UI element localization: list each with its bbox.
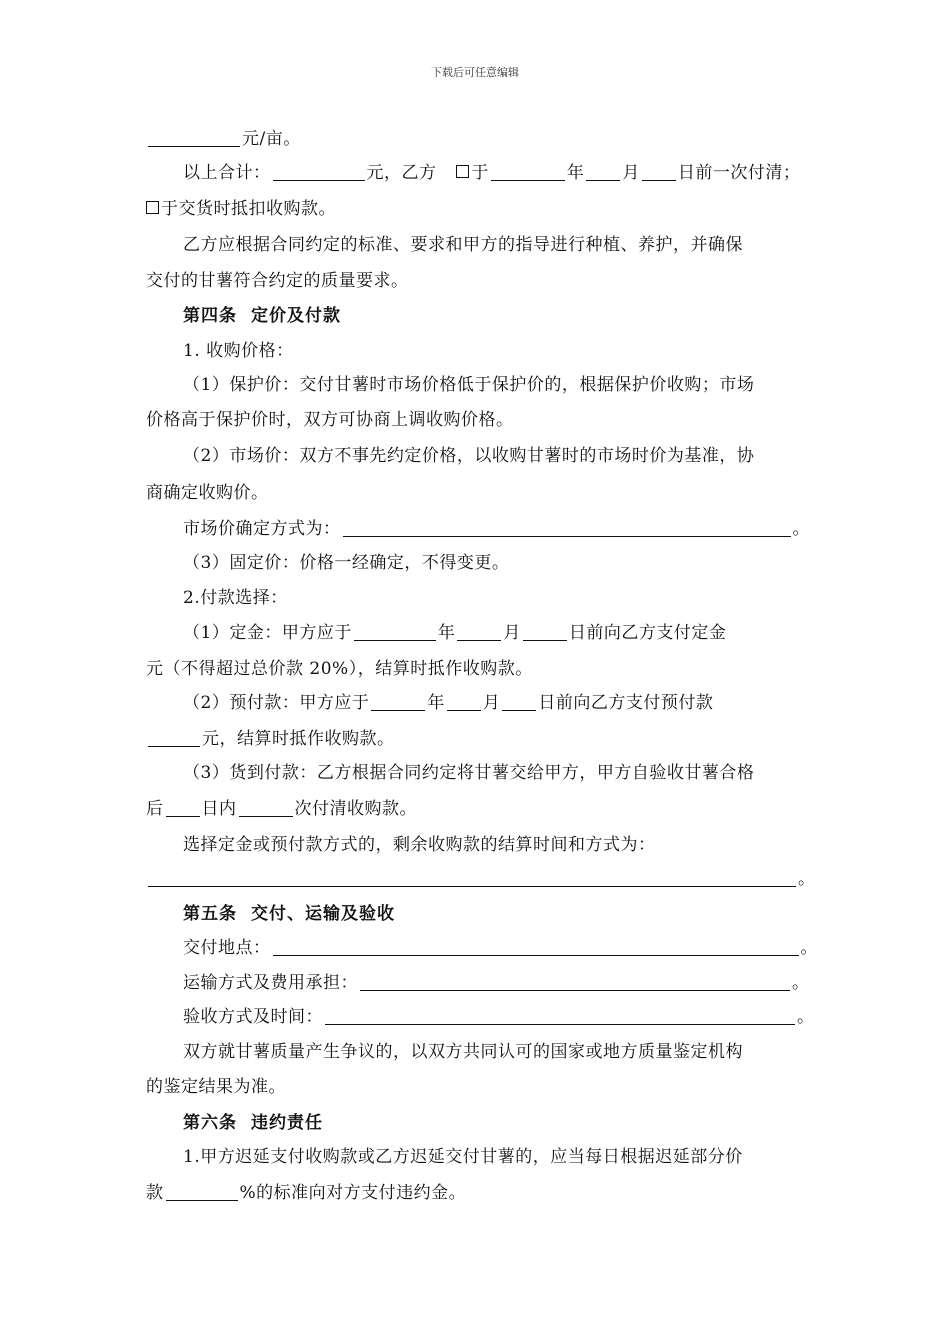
paragraph-line: 1.甲方迟延支付收购款或乙方迟延交付甘薯的，应当每日根据迟延部分价 [183,1147,743,1167]
page-header: 下载后可任意编辑 [431,66,519,79]
blank-field[interactable] [457,623,501,641]
section-heading: 第五条 交付、运输及验收 [183,904,395,924]
paragraph-line: （2）市场价：双方不事先约定价格，以收购甘薯时的市场时价为基准，协 [183,446,755,466]
blank-field[interactable] [148,869,796,887]
paragraph-line: （3）固定价：价格一经确定，不得变更。 [183,553,510,573]
blank-field[interactable] [642,163,676,181]
line-price-per-mu: 元/亩。 [146,128,301,150]
paragraph-line: 选择定金或预付款方式的，剩余收购款的结算时间和方式为： [183,835,656,855]
blank-field[interactable] [502,693,536,711]
paragraph-line: 的鉴定结果为准。 [146,1077,286,1097]
line-inspection: 验收方式及时间： 。 [183,1007,815,1027]
blank-field[interactable] [343,519,791,537]
blank-field[interactable] [586,163,620,181]
paragraph-line: 商确定收购价。 [146,483,269,503]
blank-field[interactable] [371,693,425,711]
blank-field[interactable] [273,163,365,181]
paragraph-line: 双方就甘薯质量产生争议的，以双方共同认可的国家或地方质量鉴定机构 [183,1042,743,1062]
paragraph-line: 乙方应根据合同约定的标准、要求和甲方的指导进行种植、养护，并确保 [183,235,743,255]
blank-field[interactable] [239,799,293,817]
blank-field[interactable] [148,729,200,747]
blank-field[interactable] [354,623,436,641]
blank-field[interactable] [166,799,200,817]
blank-field[interactable] [523,623,567,641]
blank-field[interactable] [325,1007,795,1025]
line-market-method: 市场价确定方式为： 。 [183,519,810,539]
line-cod-days: 后 日内 次付清收购款。 [146,799,417,819]
blank-field[interactable] [491,163,565,181]
blank-field[interactable] [273,938,799,956]
blank-field[interactable] [148,129,240,147]
checkbox[interactable] [456,165,469,178]
line-total: 以上合计： 元，乙方 于 年 月 日前一次付清； [183,163,801,183]
line-prepay: （2）预付款：甲方应于 年 月 日前向乙方支付预付款 [183,693,714,713]
paragraph-line: 1. 收购价格： [183,341,294,361]
blank-field[interactable] [166,1183,238,1201]
line-delivery-place: 交付地点： 。 [183,938,818,958]
line-prepay-amount: 元，结算时抵作收购款。 [146,728,395,750]
line-settlement: 。 [146,868,816,890]
line-penalty: 款 %的标准向对方支付违约金。 [146,1183,467,1203]
line-deduct: 于交货时抵扣收购款。 [146,198,336,220]
paragraph-line: （1）保护价：交付甘薯时市场价格低于保护价的，根据保护价收购；市场 [183,375,755,395]
section-heading: 第六条 违约责任 [183,1113,323,1133]
paragraph-line: 2.付款选择： [183,588,288,608]
paragraph-line: 元（不得超过总价款 20%），结算时抵作收购款。 [146,659,533,679]
paragraph-line: （3）货到付款：乙方根据合同约定将甘薯交给甲方，甲方自验收甘薯合格 [183,763,755,783]
section-heading: 第四条 定价及付款 [183,306,341,326]
checkbox[interactable] [146,201,159,214]
line-deposit: （1）定金：甲方应于 年 月 日前向乙方支付定金 [183,623,727,643]
line-transport: 运输方式及费用承担： 。 [183,973,810,993]
blank-field[interactable] [447,693,481,711]
paragraph-line: 价格高于保护价时，双方可协商上调收购价格。 [146,410,514,430]
paragraph-line: 交付的甘薯符合约定的质量要求。 [146,271,409,291]
blank-field[interactable] [360,973,790,991]
